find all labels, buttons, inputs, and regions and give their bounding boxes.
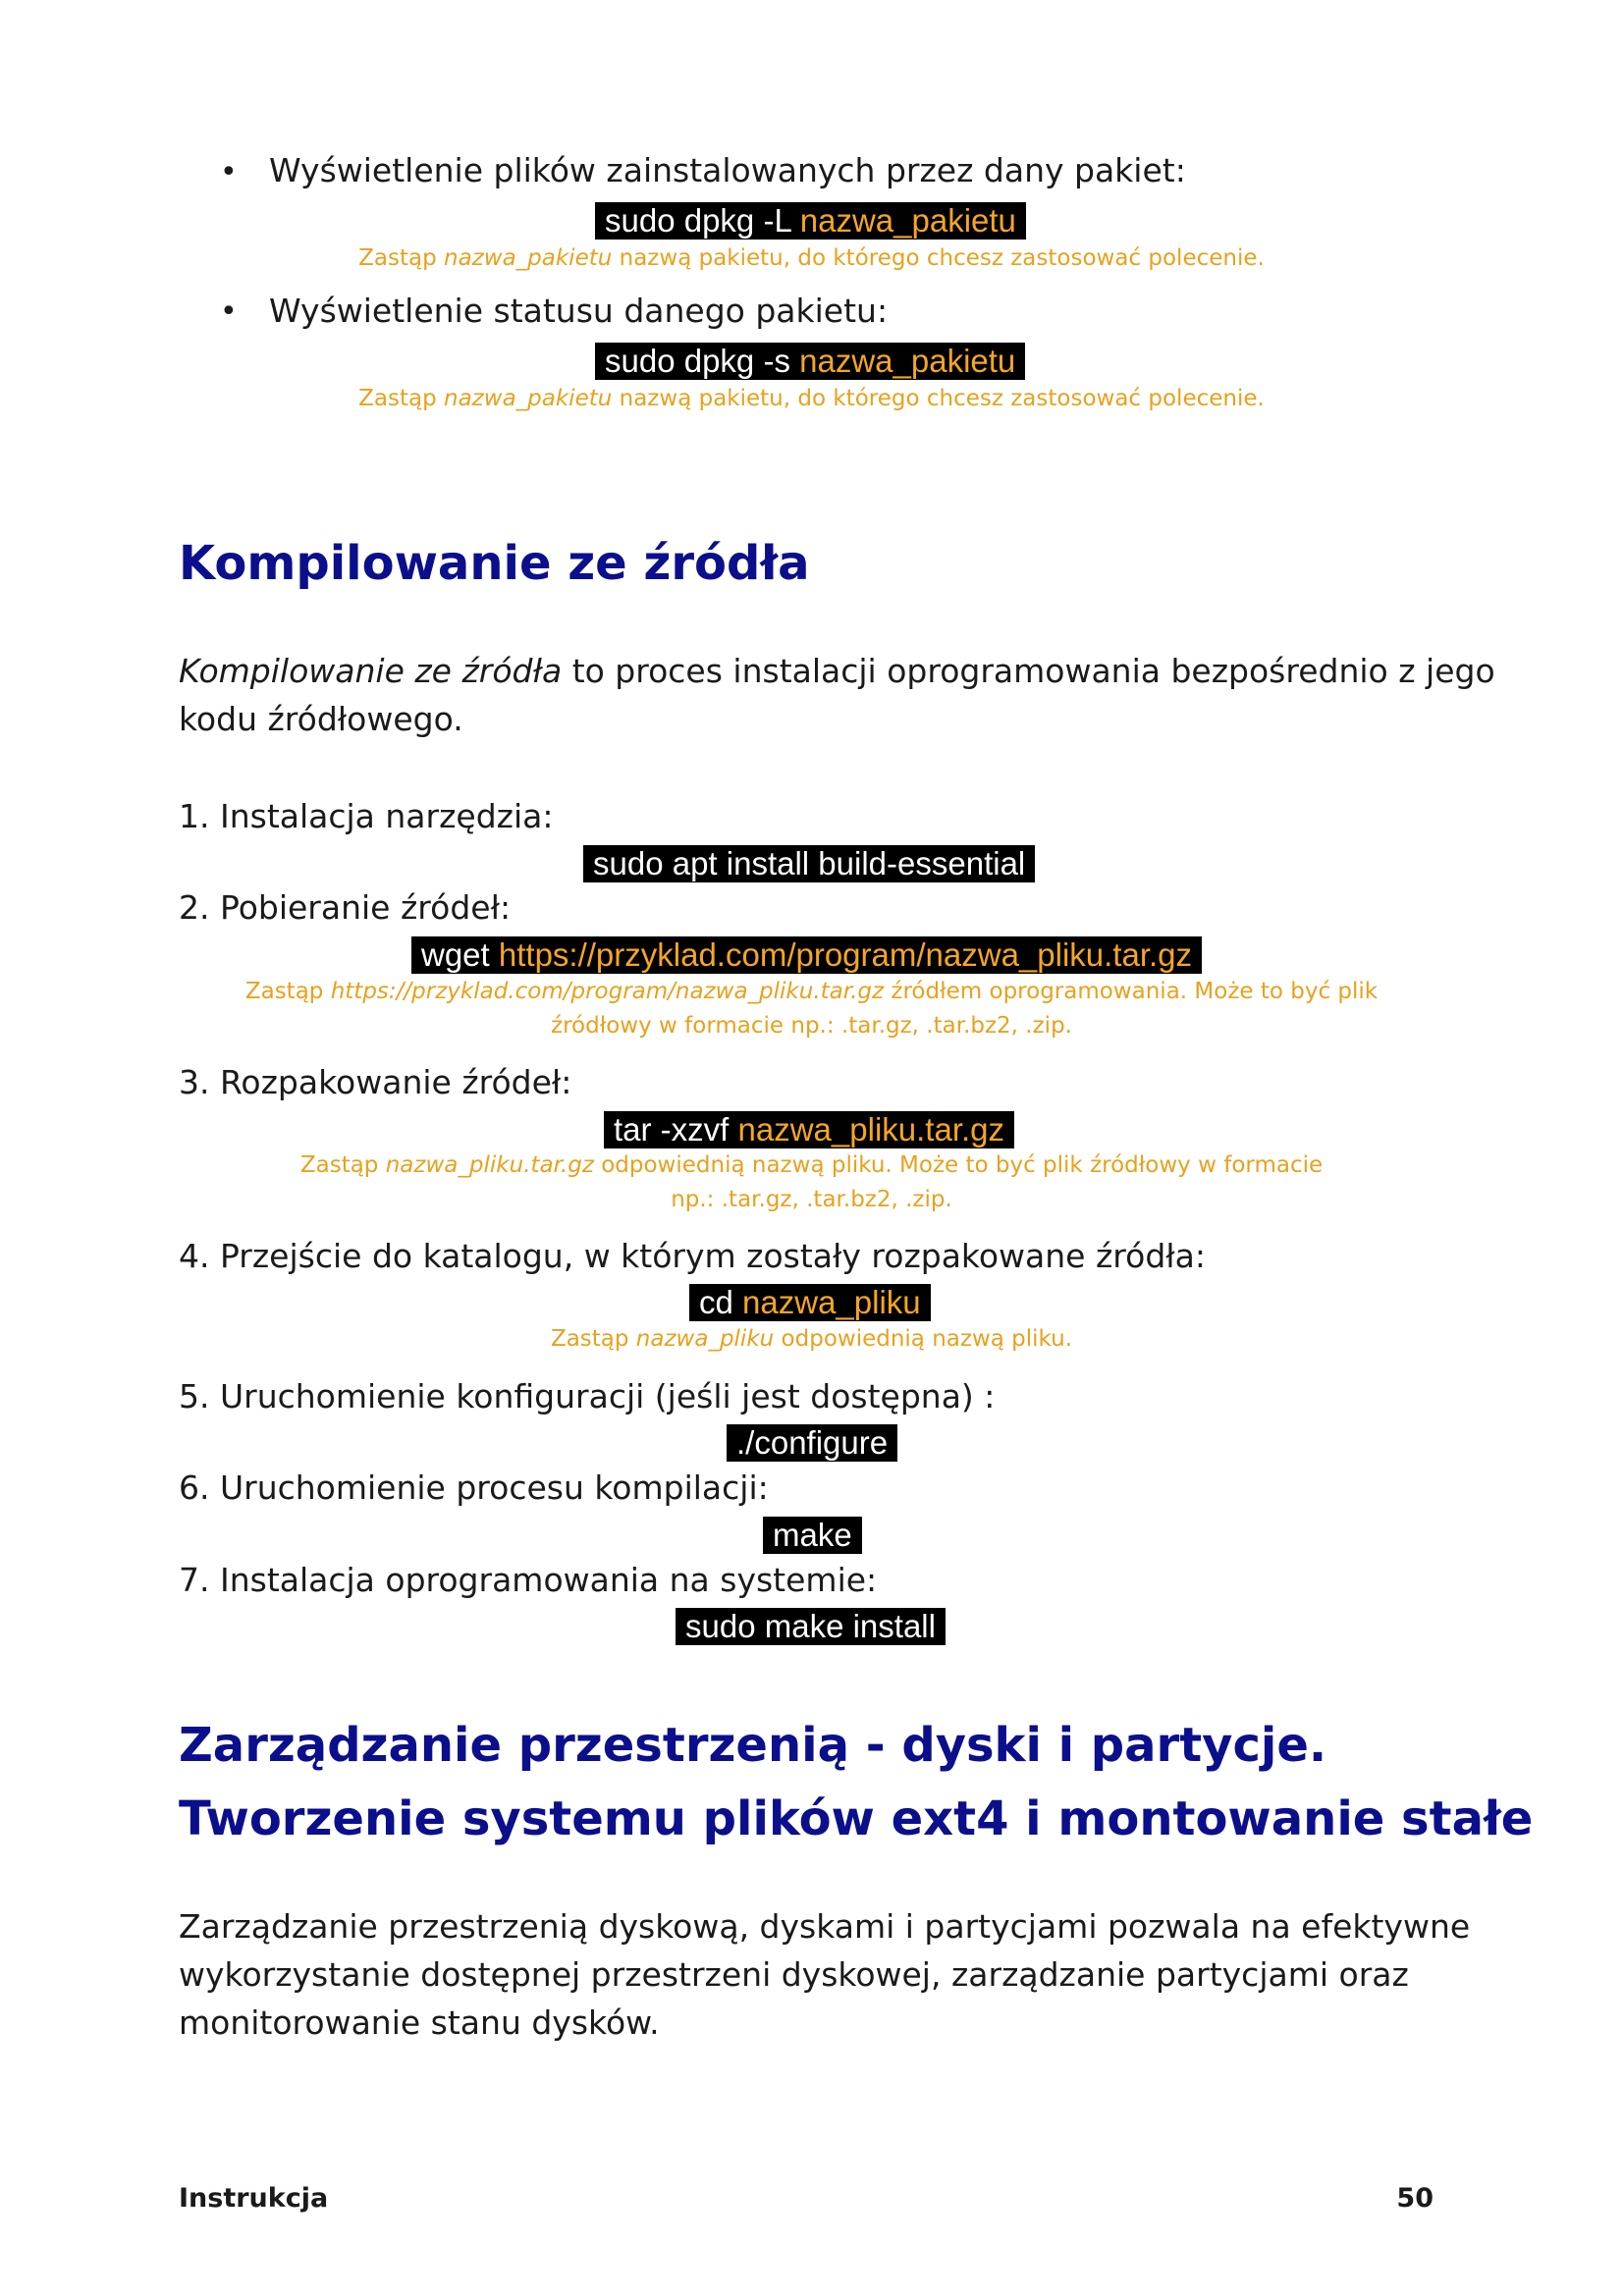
section-paragraph: Zarządzanie przestrzenią dyskową, dyskami i partycjami pozwala na efektywne wykorzystanie dostępnej przestrzeni dyskowej, zarządzanie partycjami oraz monitorowanie stanu dysków. xyxy=(179,1907,1471,2042)
section-heading: Kompilowanie ze źródła xyxy=(179,536,810,591)
step-label: 5. Uruchomienie konfiguracji (jeśli jest dostępna) : xyxy=(179,1377,996,1415)
command-block: sudo dpkg -L nazwa_pakietu xyxy=(595,202,1026,240)
page-number: 50 xyxy=(1396,2183,1434,2214)
replace-note: Zastąp https://przyklad.com/program/nazwa_pliku.tar.gz źródłem oprogramowania. Może to być plik źródłowy w formacie np.: .tar.gz, .tar.bz2, .zip. xyxy=(244,979,1379,1039)
bullet-dot: • xyxy=(220,155,238,189)
replace-note: Zastąp nazwa_pakietu nazwą pakietu, do którego chcesz zastosować polecenie. xyxy=(358,386,1265,411)
replace-note: Zastąp nazwa_pliku odpowiednią nazwą pliku. xyxy=(550,1326,1073,1352)
command-block: sudo dpkg -s nazwa_pakietu xyxy=(595,343,1025,380)
command-block: wget https://przyklad.com/program/nazwa_pliku.tar.gz xyxy=(411,936,1202,974)
bullet-dot: • xyxy=(220,294,238,329)
replace-note: Zastąp nazwa_pakietu nazwą pakietu, do którego chcesz zastosować polecenie. xyxy=(358,245,1265,271)
step-label: 7. Instalacja oprogramowania na systemie: xyxy=(179,1561,878,1599)
footer-title: Instrukcja xyxy=(179,2183,329,2214)
command-block: tar -xzvf nazwa_pliku.tar.gz xyxy=(604,1111,1014,1148)
command-block: make xyxy=(763,1517,862,1554)
step-label: 4. Przejście do katalogu, w którym zostały rozpakowane źródła: xyxy=(179,1237,1206,1275)
command-block: sudo make install xyxy=(676,1608,946,1645)
section-heading: Zarządzanie przestrzenią - dyski i partycje. xyxy=(179,1718,1327,1773)
command-block: ./configure xyxy=(727,1424,897,1462)
replace-note: Zastąp nazwa_pliku.tar.gz odpowiednią nazwą pliku. Może to być plik źródłowy w formacie np.: .tar.gz, .tar.bz2, .zip. xyxy=(299,1152,1324,1212)
step-label: 6. Uruchomienie procesu kompilacji: xyxy=(179,1468,769,1507)
bullet-text: Wyświetlenie plików zainstalowanych przez dany pakiet: xyxy=(269,151,1186,189)
section-heading: Tworzenie systemu plików ext4 i montowanie stałe xyxy=(179,1791,1534,1846)
bullet-text: Wyświetlenie statusu danego pakietu: xyxy=(269,292,889,330)
step-label: 1. Instalacja narzędzia: xyxy=(179,797,554,835)
step-label: 3. Rozpakowanie źródeł: xyxy=(179,1063,572,1101)
command-block: cd nazwa_pliku xyxy=(689,1284,931,1321)
intro-paragraph: Kompilowanie ze źródła to proces instalacji oprogramowania bezpośrednio z jego kodu źródłowego. xyxy=(179,652,1495,738)
command-block: sudo apt install build-essential xyxy=(583,845,1035,882)
step-label: 2. Pobieranie źródeł: xyxy=(179,888,512,927)
